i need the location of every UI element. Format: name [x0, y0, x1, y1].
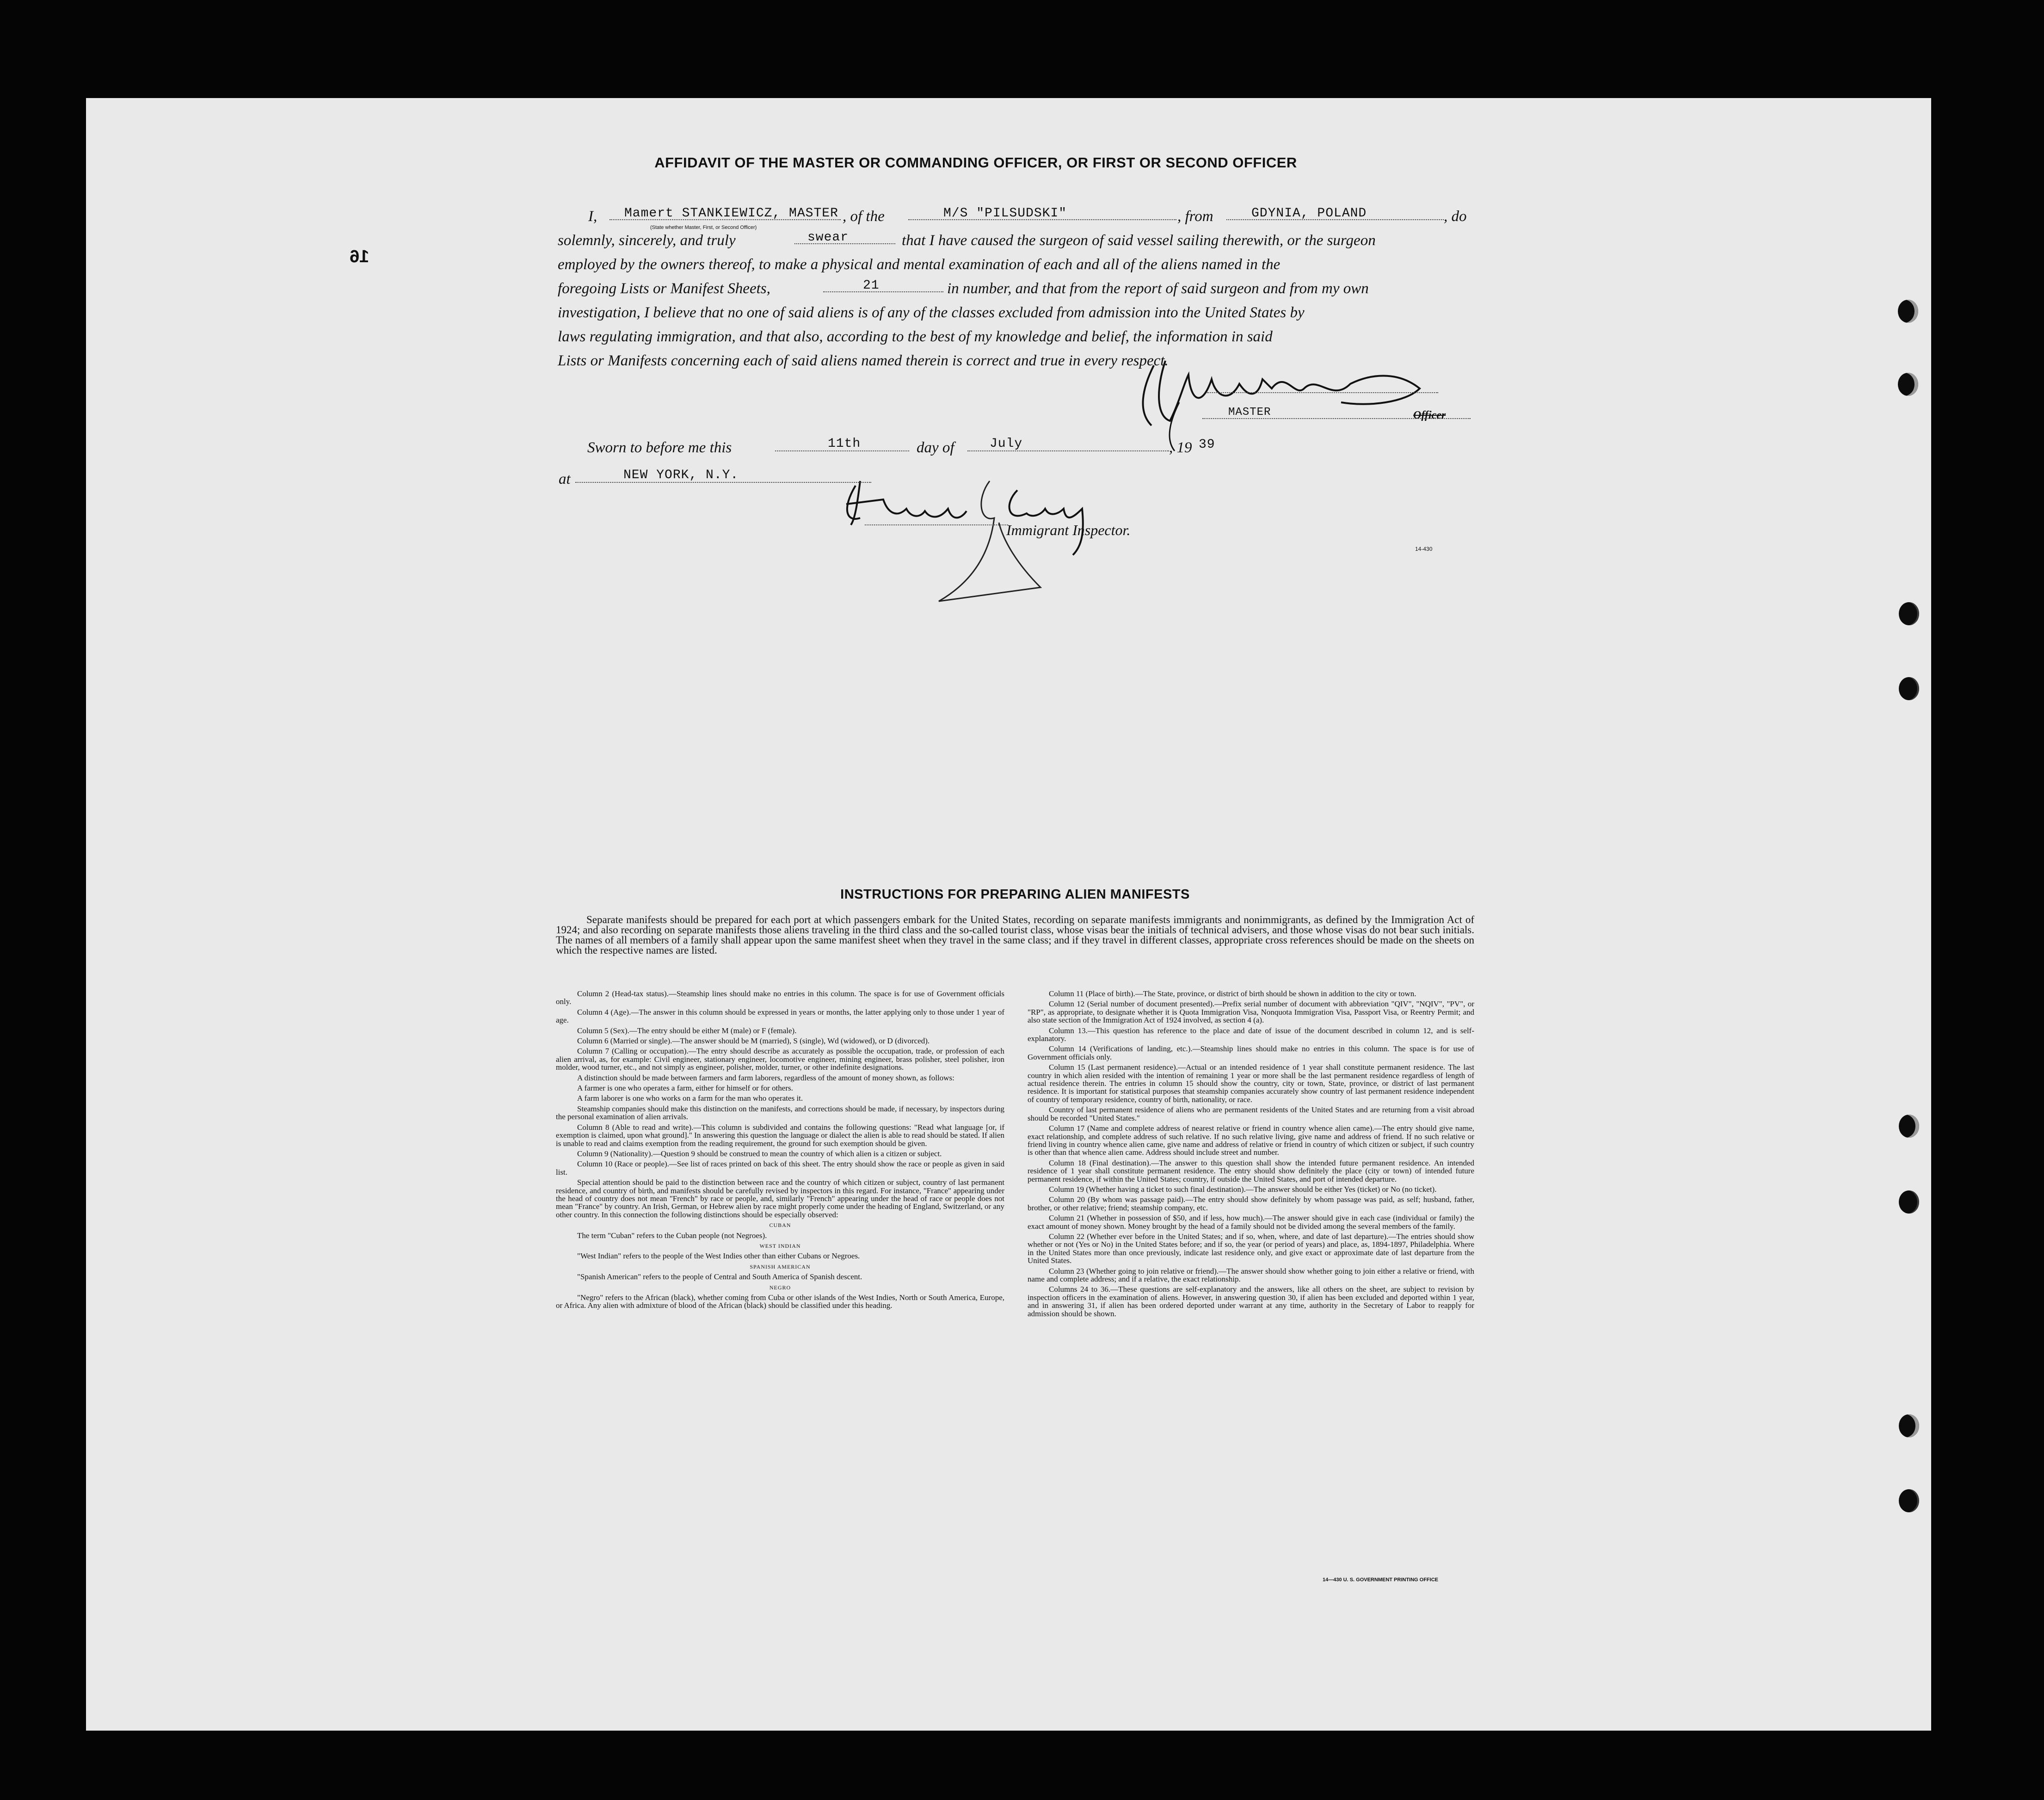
- punch-hole: [1899, 1190, 1919, 1214]
- heading-negro: NEGRO: [769, 1284, 791, 1291]
- do-label: , do: [1444, 208, 1467, 225]
- affidavit-line-3: employed by the owners thereof, to make a physical and mental examination of each and all of the aliens named in the: [558, 256, 1281, 273]
- punch-hole: [1899, 1489, 1919, 1512]
- rank-field: MASTER: [1228, 406, 1271, 419]
- instr-col20: Column 20 (By whom was passage paid).—The entry should show definitely by whom passage was paid, as self; husband, father, brother, or other relative; friend; steamship company, etc.: [1028, 1195, 1474, 1212]
- punch-hole: [1898, 300, 1918, 323]
- instr-col22: Column 22 (Whether ever before in the United States; and if so, when, where, and date of last departure).—The entries should show whether or not (Yes or No) in the United States before; and if so, the year (or period of years) and place, as, 1894-1897, Philadelphia. Where in the United States more than once previously, indicate last residence only, and give exact or approximate date of last departure from the United States.: [1028, 1232, 1474, 1265]
- margin-mark: 16: [350, 247, 369, 266]
- instr-col18: Column 18 (Final destination).—The answer to this question shall show the intended future permanent residence. An intended residence of 1 year shall constitute permanent residence. The entry should show definitely the place (city or town) of intended future permanent residence, if within the United States; country, if outside the United States, and port of intended departure.: [1028, 1158, 1474, 1184]
- affidavit-line-1: I,: [588, 208, 597, 225]
- instr-cuban: The term "Cuban" refers to the Cuban people (not Negroes).: [577, 1231, 767, 1240]
- instr-spanish-american: "Spanish American" refers to the people of Central and South America of Spanish descent.: [577, 1272, 862, 1282]
- instr-col21: Column 21 (Whether in possession of $50, and if less, how much).—The answer should give in each case (individual or family) the exact amount of money shown. Money brought by the head of a family should not be divided among the several members of the family.: [1028, 1214, 1474, 1231]
- punch-hole: [1899, 1414, 1919, 1437]
- instr-farm-laborer: A farm laborer is one who works on a farm for the man who operates it.: [577, 1094, 803, 1103]
- instr-col6: Column 6 (Married or single).—The answer should be M (married), S (single), Wd (widowed), or D (divorced).: [577, 1036, 930, 1046]
- master-signature: [1110, 347, 1443, 453]
- instr-col4: Column 4 (Age).—The answer in this column should be expressed in years or months, the latter applying only to those under 1 year of age.: [556, 1007, 1004, 1025]
- instr-col14: Column 14 (Verifications of landing, etc.).—Steamship lines should make no entries in this column. The space is for use of Government officials only.: [1028, 1044, 1474, 1061]
- punch-hole: [1899, 677, 1919, 700]
- instr-col11: Column 11 (Place of birth).—The State, province, or district of birth should be shown in addition to the city or town.: [1049, 989, 1416, 998]
- instructions-left-column: [556, 990, 1004, 1312]
- instr-us-residence: Country of last permanent residence of aliens who are permanent residents of the United States and are returning from a visit abroad should be recorded "United States.": [1028, 1105, 1474, 1122]
- printing-office-footer: 14—430 U. S. GOVERNMENT PRINTING OFFICE: [1323, 1577, 1438, 1583]
- instructions-title: INSTRUCTIONS FOR PREPARING ALIEN MANIFESTS: [840, 887, 1190, 902]
- instructions-intro: Separate manifests should be prepared for each port at which passengers embark for the United States, recording on separate manifests immigrants and nonimmigrants, as defined by the Immigration Act of 1924; and also recording on separate manifests those aliens traveling in the third class and the so-called tourist class, whose visas bear the initials of technical advisers, and those whose visas do not bear such initials. The names of all members of a family shall appear upon the same manifest sheet when they travel in the same class; and if they travel in different classes, appropriate cross references should be made on the sheets on which the respective names are listed.: [556, 914, 1474, 956]
- sheet-count-field: 21: [863, 278, 880, 293]
- instr-col7: Column 7 (Calling or occupation).—The entry should describe as accurately as possible the occupation, trade, or profession of each alien arrival, as, for example: Civil engineer, stationary engineer, locomotive engineer, mining engineer, brass polisher, steel polisher, iron molder, wood turner, etc., and not simply as engineer, polisher, molder, turner, or other indefinite designations.: [556, 1047, 1004, 1072]
- instr-west-indian: "West Indian" refers to the people of the West Indies other than either Cubans or Negroes.: [577, 1251, 860, 1261]
- affidavit-line-6: laws regulating immigration, and that also, according to the best of my knowledge and belief, the information in said: [558, 328, 1273, 345]
- punch-hole: [1899, 1115, 1919, 1138]
- master-name-field: Mamert STANKIEWICZ, MASTER: [624, 206, 838, 221]
- master-name-hint: (State whether Master, First, or Second Officer): [650, 225, 757, 230]
- affidavit-line-4: foregoing Lists or Manifest Sheets,: [558, 280, 770, 297]
- heading-cuban: CUBAN: [769, 1222, 791, 1229]
- instructions-right-column: [1028, 990, 1474, 1320]
- heading-spanish-american: SPANISH AMERICAN: [750, 1263, 811, 1270]
- form-number: 14-430: [1415, 546, 1433, 552]
- instr-special-attention: Special attention should be paid to the distinction between race and the country of which citizen or subject, country of last permanent residence, and country of birth, and manifests should be carefully revised by inspectors in this regard. For instance, "France" appearing under the head of country does not mean "French" by race or people, and, similarly "French" appearing under the head of race or people does not mean "France" by country. An Irish, German, or Hebrew alien by race might properly come under the heading of England, Switzerland, or any other country. In this connection the following distinctions should be especially observed:: [556, 1178, 1004, 1219]
- affidavit-line-2-rest: that I have caused the surgeon of said vessel sailing therewith, or the surgeon: [902, 232, 1376, 249]
- instr-col12: Column 12 (Serial number of document presented).—Prefix serial number of document with abbreviation "QIV", "NQIV", "PV", or "RP", as appropriate, to designate whether it is Quota Immigration Visa, Nonquota Immigration Visa, Passport Visa, or Reentry Permit; and also state section of the Immigration Act of 1924 involved, as section 4 (a).: [1028, 999, 1474, 1025]
- instr-farmer: A farmer is one who operates a farm, either for himself or for others.: [577, 1084, 793, 1093]
- place-field: NEW YORK, N.Y.: [623, 468, 739, 482]
- instr-col23: Column 23 (Whether going to join relative or friend).—The answer should show whether going to join either a relative or friend, with name and complete address; and if a relative, the exact relationship.: [1028, 1266, 1474, 1283]
- instr-col2: Column 2 (Head-tax status).—Steamship lines should make no entries in this column. The space is for use of Government officials only.: [556, 989, 1004, 1006]
- instr-col5: Column 5 (Sex).—The entry should be either M (male) or F (female).: [577, 1026, 797, 1035]
- oath-field: swear: [807, 230, 849, 245]
- month-field: July: [990, 437, 1023, 451]
- affidavit-line-5: investigation, I believe that no one of said aliens is of any of the classes excluded from admission into the United States by: [558, 304, 1305, 321]
- affidavit-line-2: solemnly, sincerely, and truly: [558, 232, 736, 249]
- instr-farm-distinction: A distinction should be made between farmers and farm laborers, regardless of the amount of money shown, as follows:: [577, 1073, 954, 1082]
- at-label: at: [559, 471, 571, 487]
- affidavit-line-7: Lists or Manifests concerning each of said aliens named therein is correct and true in every respect.: [558, 352, 1169, 369]
- affidavit-title: AFFIDAVIT OF THE MASTER OR COMMANDING OFFICER, OR FIRST OR SECOND OFFICER: [654, 154, 1297, 171]
- instr-col24-36: Columns 24 to 36.—These questions are self-explanatory and the answers, like all others on the sheet, are subject to revision by inspection officers in the examination of aliens. However, in answering question 30, if alien has been excluded and deported within 1 year, and in answering 31, if alien has been ordered deported under warrant at any time, authority in the Secretary of Labor to reapply for admission should be shown.: [1028, 1285, 1474, 1318]
- heading-west-indian: WEST INDIAN: [759, 1242, 801, 1249]
- day-of-label: day of: [917, 439, 954, 456]
- officer-label: Officer: [1413, 409, 1446, 421]
- year-prefix: , 19: [1169, 439, 1192, 456]
- year-field: 39: [1199, 438, 1215, 452]
- instr-col13: Column 13.—This question has reference to the place and date of issue of the document described in column 12, and is self-explanatory.: [1028, 1026, 1474, 1043]
- punch-hole: [1899, 602, 1919, 625]
- affidavit-line-4-rest: in number, and that from the report of said surgeon and from my own: [947, 280, 1369, 297]
- instr-steamship-companies: Steamship companies should make this distinction on the manifests, and corrections should be made, if necessary, by inspectors during the personal examination of alien arrivals.: [556, 1104, 1004, 1122]
- sworn-label: Sworn to before me this: [587, 439, 732, 456]
- instr-col8: Column 8 (Able to read and write).—This column is subdivided and contains the following questions: "Read what language [or, if exemption is claimed, upon what ground]." In answering this question the language or dialect the alien is able to read should be stated. If alien is unable to read and claims exemption from the reading requirement, the ground for such exemption should be given.: [556, 1122, 1004, 1148]
- port-field: GDYNIA, POLAND: [1251, 206, 1367, 221]
- instr-negro: "Negro" refers to the African (black), whether coming from Cuba or other islands of the West Indies, North or South America, Europe, or Africa. Any alien with admixture of blood of the African (black) should be classified under this heading.: [556, 1293, 1004, 1310]
- day-field: 11th: [828, 437, 861, 451]
- punch-hole: [1898, 373, 1918, 396]
- from-label: , from: [1177, 208, 1213, 225]
- instr-col19: Column 19 (Whether having a ticket to such final destination).—The answer should be either Yes (ticket) or No (no ticket).: [1049, 1184, 1437, 1194]
- of-the-label: , of the: [843, 208, 885, 225]
- instr-col9: Column 9 (Nationality).—Question 9 should be construed to mean the country of which alien is a citizen or subject.: [577, 1149, 942, 1158]
- instr-col10: Column 10 (Race or people).—See list of races printed on back of this sheet. The entry should show the race or people as given in said list.: [556, 1159, 1004, 1177]
- instr-col17: Column 17 (Name and complete address of nearest relative or friend in country whence alien came).—The entry should give name, exact relationship, and complete address of such relative. If no such relative living, give name and address of friend. If no such relative or friend living in country whence alien came, give name and address of relative or friend in country of which citizen or subject, if such country is other than that whence alien came. Address should include street and number.: [1028, 1124, 1474, 1157]
- inspector-label: Immigrant Inspector.: [1006, 522, 1131, 538]
- instr-col15: Column 15 (Last permanent residence).—Actual or an intended residence of 1 year shall constitute permanent residence. The last country in which alien resided with the intention of remaining 1 year or more shall be the last permanent residence regardless of length of actual residence therein. The entries in column 15 should show the country, city or town, State, province, or district of last permanent residence. It is important for statistical purposes that steamship companies accurately show country of last permanent residence independent of country of temporary residence, country of birth, nationality, or race.: [1028, 1063, 1474, 1104]
- vessel-name-field: M/S "PILSUDSKI": [943, 206, 1067, 221]
